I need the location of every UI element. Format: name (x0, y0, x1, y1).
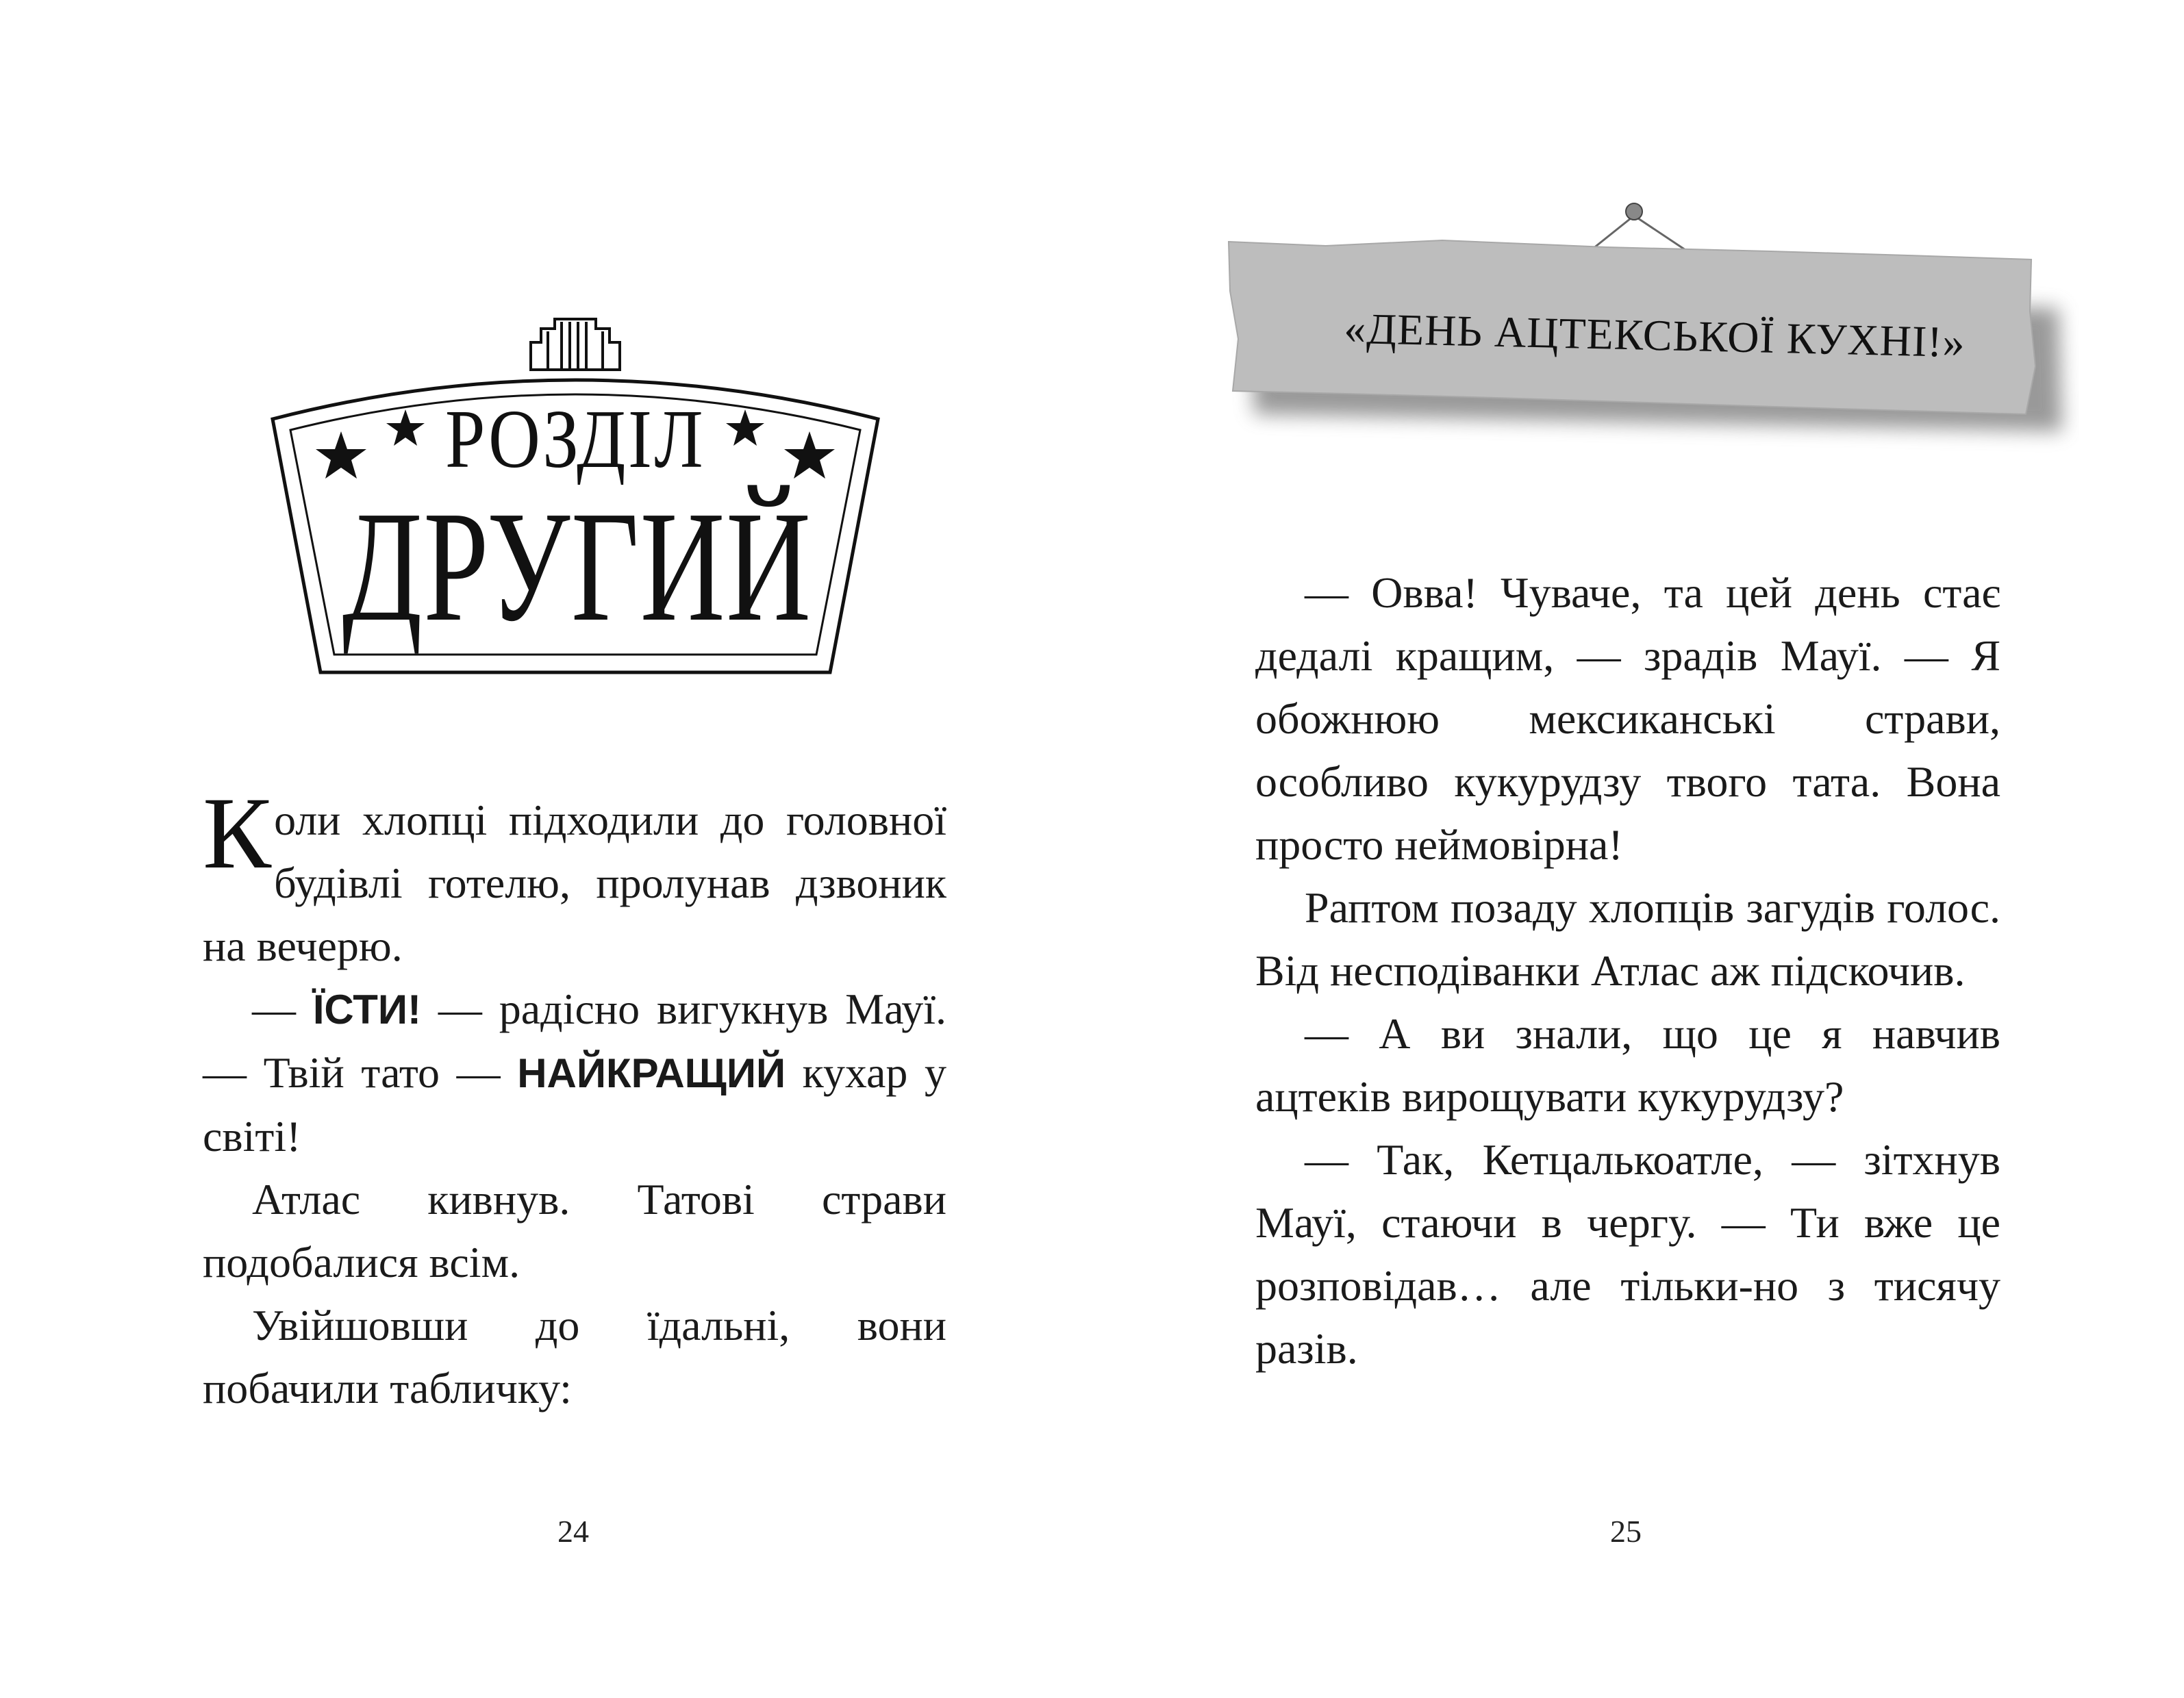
chapter-label: РОЗДІЛ (445, 393, 705, 485)
hanging-sign (1223, 188, 2079, 490)
drop-cap: К (203, 776, 272, 890)
page-number: 25 (1610, 1514, 1642, 1549)
chapter-number: ДРУГИЙ (342, 479, 812, 655)
paragraph: Атлас кивнув. Татові страви подобалися всім. (203, 1175, 946, 1287)
sign-text: «ДЕНЬ АЦТЕКСЬКОЇ КУХНІ!» (1343, 303, 1966, 367)
emphasis-word: ЇСТИ! (312, 987, 422, 1032)
paragraph: — Овва! Чуваче, та цей день стає дедалі кращим, — зрадів Мауї. — Я обожнюю мексиканські страви, особливо кукурудзу твого тата. Вона просто неймовірна! (1255, 568, 2000, 869)
left-body-text (203, 776, 947, 1420)
paragraph: — Так, Кетцалькоатле, — зітхнув Мауї, стаючи в чергу. — Ти вже це розповідав… але тільки-но з тисячу разів. (1255, 1135, 2000, 1373)
page-number: 24 (557, 1514, 589, 1549)
paragraph: — А ви знали, що це я навчив ацтеків вирощувати кукурудзу? (1255, 1009, 2000, 1121)
deco-fan-icon (531, 319, 620, 370)
right-body-text (1255, 561, 2000, 1380)
chapter-badge (260, 315, 890, 698)
emphasis-word: НАЙКРАЩИЙ (517, 1050, 786, 1096)
paragraph: Увійшовши до їдальні, вони побачили табличку: (203, 1301, 946, 1412)
paragraph: Раптом позаду хлопців загудів голос. Від несподіванки Атлас аж підскочив. (1255, 883, 2000, 995)
paragraph: Коли хлопці підходили до головної будівлі готелю, пролунав дзвоник на вечерю. (203, 776, 946, 970)
paragraph: — ЇСТИ! — радісно вигукнув Мауї. — Твій тато — НАЙКРАЩИЙ кухар у світі! (203, 985, 947, 1161)
